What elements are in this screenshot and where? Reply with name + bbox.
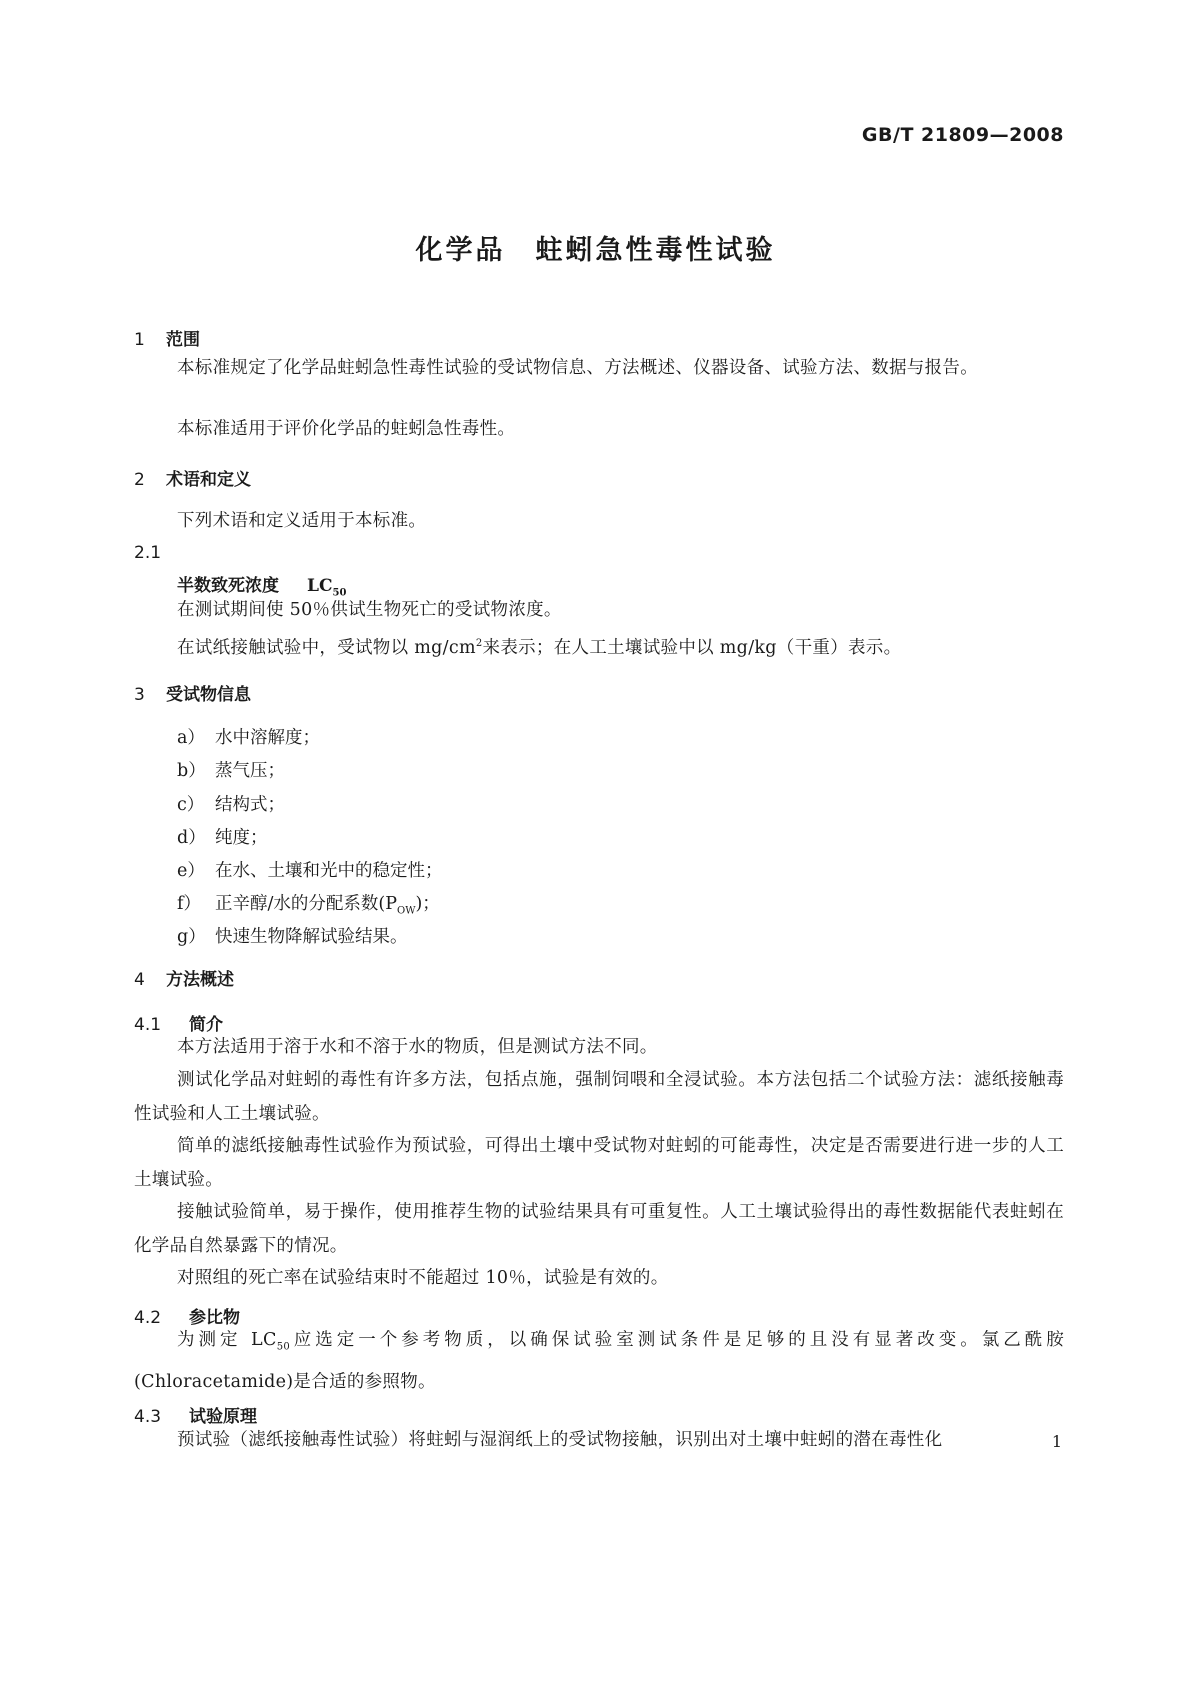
- list-item: c） 结构式；: [177, 795, 285, 815]
- section-title: 方法概述: [166, 970, 234, 990]
- section-title: 范围: [166, 330, 200, 350]
- paragraph: 接触试验简单，易于操作，使用推荐生物的试验结果具有可重复性。人工土壤试验得出的毒性数据能代表蛀蚓在化学品自然暴露下的情况。: [134, 1202, 1064, 1256]
- section-number: 2.1: [134, 543, 162, 563]
- section-number: 4: [134, 970, 145, 990]
- paragraph: 对照组的死亡率在试验结束时不能超过 10％，试验是有效的。: [177, 1268, 669, 1288]
- paragraph: 预试验（滤纸接触毒性试验）将蛀蚓与湿润纸上的受试物接触，识别出对土壤中蛀蚓的潜在毒性化: [177, 1430, 943, 1450]
- section-2-heading: [134, 465, 251, 490]
- paragraph: 简单的滤纸接触毒性试验作为预试验，可得出土壤中受试物对蛀蚓的可能毒性，决定是否需要进行进一步的人工土壤试验。: [134, 1136, 1064, 1190]
- section-number: 4.2: [134, 1308, 162, 1328]
- section-title: 简介: [189, 1015, 223, 1035]
- paragraph: 本方法适用于溶于水和不溶于水的物质，但是测试方法不同。: [177, 1037, 658, 1057]
- section-3-heading: [134, 680, 251, 705]
- term-definition: 在测试期间使 50％供试生物死亡的受试物浓度。: [177, 600, 562, 620]
- section-number: 4.3: [134, 1407, 162, 1427]
- section-title: 受试物信息: [166, 685, 251, 705]
- paragraph: 为测定 $LC_{50}$应选定一个参考物质，以确保试验室测试条件是足够的且没有显著改变。氯乙酰胺(Chloracetamide)是合适的参照物。: [134, 1330, 1065, 1392]
- list-item: b） 蒸气压；: [177, 761, 285, 781]
- section-title: 试验原理: [189, 1407, 257, 1427]
- section-title: 参比物: [189, 1308, 240, 1328]
- list-item: f） 正辛醇/水的分配系数$(P_{OW})$；: [177, 894, 440, 917]
- page-number: 1: [1051, 1432, 1062, 1451]
- paragraph: 本标准规定了化学品蛀蚓急性毒性试验的受试物信息、方法概述、仪器设备、试验方法、数据与报告。: [177, 358, 978, 378]
- section-1-heading: [134, 325, 200, 350]
- document-title: 化学品 蛀蚓急性毒性试验: [415, 235, 776, 266]
- standard-number: GB/T 21809—2008: [861, 124, 1064, 146]
- subsection-2-1-number: [134, 543, 166, 563]
- term-note: 在试纸接触试验中，受试物以 $mg/cm^2$来表示；在人工土壤试验中以 mg/kg（干重）表示。: [177, 637, 902, 658]
- list-item: d） 纯度；: [177, 828, 268, 848]
- paragraph: 测试化学品对蛀蚓的毒性有许多方法，包括点施，强制饲喂和全浸试验。本方法包括二个试验方法：滤纸接触毒性试验和人工土壤试验。: [134, 1070, 1064, 1124]
- section-number: 3: [134, 685, 145, 705]
- section-number: 2: [134, 470, 145, 490]
- list-item: e） 在水、土壤和光中的稳定性；: [177, 861, 443, 881]
- paragraph: 下列术语和定义适用于本标准。: [177, 511, 427, 531]
- section-number: 4.1: [134, 1015, 162, 1035]
- section-number: 1: [134, 330, 145, 350]
- list-item: g） 快速生物降解试验结果。: [177, 927, 408, 947]
- list-item: a） 水中溶解度；: [177, 728, 320, 748]
- paragraph: 本标准适用于评价化学品的蛀蚓急性毒性。: [177, 419, 516, 439]
- term-symbol: $LC_{50}$: [307, 576, 347, 599]
- section-title: 术语和定义: [166, 470, 251, 490]
- section-4-heading: [134, 965, 234, 990]
- term-name: 半数致死浓度: [177, 576, 279, 596]
